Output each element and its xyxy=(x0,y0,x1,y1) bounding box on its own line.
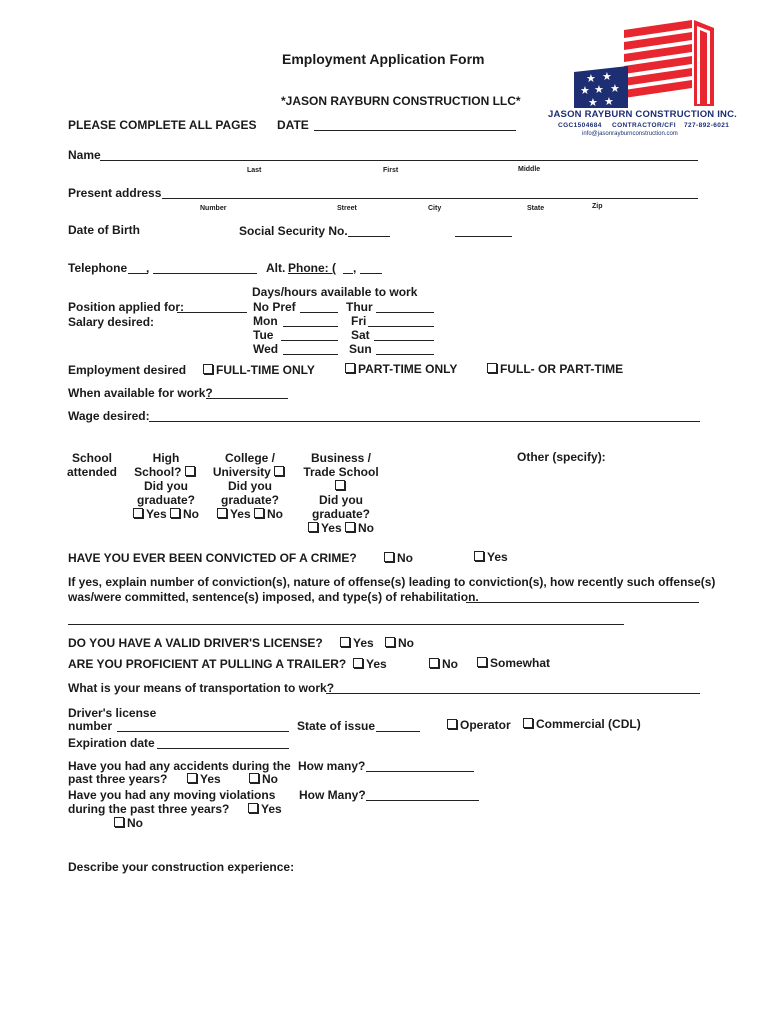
name-label: Name xyxy=(68,148,101,162)
crime-yes-option[interactable] xyxy=(474,550,508,564)
svg-text:★: ★ xyxy=(602,70,612,83)
trailer-no-label: No xyxy=(442,657,458,671)
checkbox-icon[interactable] xyxy=(385,637,395,647)
business-line-3: Did you xyxy=(319,493,363,507)
name-field[interactable] xyxy=(100,149,698,161)
checkbox-icon[interactable] xyxy=(133,508,143,518)
checkbox-icon[interactable] xyxy=(170,508,180,518)
business-block xyxy=(298,451,384,535)
high-school-line-2: School? xyxy=(134,465,182,479)
school-label-line-2: attended xyxy=(66,465,117,479)
position-label: Position applied for: xyxy=(68,300,184,314)
day-label-fri: Fri xyxy=(351,314,367,328)
checkbox-icon[interactable] xyxy=(487,363,497,373)
employment-label: Employment desired xyxy=(68,363,187,377)
accidents-question-2: past three years? xyxy=(68,772,168,786)
part-time-label: PART-TIME ONLY xyxy=(358,362,458,376)
day-label-no-pref: No Pref xyxy=(253,300,296,314)
violations-question-1: Have you had any moving violations xyxy=(68,788,276,802)
day-field-sun[interactable] xyxy=(376,343,434,355)
state-of-issue-label: State of issue xyxy=(297,719,376,733)
logo-email: info@jasonrayburnconstruction.com xyxy=(582,131,678,137)
name-sub-middle: Middle xyxy=(518,166,541,173)
day-label-wed: Wed xyxy=(253,342,279,356)
salary-label: Salary desired: xyxy=(68,315,155,329)
violations-no-label: No xyxy=(127,816,143,830)
expiration-label: Expiration date xyxy=(68,736,155,750)
date-label: DATE xyxy=(277,118,309,132)
school-label xyxy=(62,451,122,479)
expiration-field[interactable] xyxy=(157,737,289,749)
high-school-line-4: graduate? xyxy=(136,493,195,507)
violations-no-option[interactable] xyxy=(114,816,143,830)
license-question: DO YOU HAVE A VALID DRIVER'S LICENSE? xyxy=(68,636,323,650)
name-sub-last: Last xyxy=(247,167,262,174)
wage-label: Wage desired: xyxy=(68,409,150,423)
checkbox-icon[interactable] xyxy=(254,508,264,518)
experience-label: Describe your construction experience: xyxy=(68,860,295,874)
company-line: *JASON RAYBURN CONSTRUCTION LLC* xyxy=(281,94,521,108)
wage-field[interactable] xyxy=(149,410,700,422)
day-field-sat[interactable] xyxy=(374,329,434,341)
violations-yes-label: Yes xyxy=(261,802,282,816)
operator-option[interactable] xyxy=(447,718,511,732)
crime-question: HAVE YOU EVER BEEN CONVICTED OF A CRIME? xyxy=(68,551,357,565)
checkbox-icon[interactable] xyxy=(249,773,259,783)
crime-yes-label: Yes xyxy=(487,550,508,564)
school-label-line-1: School xyxy=(71,451,112,465)
full-time-option[interactable] xyxy=(203,363,315,377)
telephone-field[interactable] xyxy=(153,262,257,274)
crime-explain-line-1: If yes, explain number of conviction(s), nature of offense(s) leading to conviction(s), how recently such offense(s) xyxy=(68,575,716,589)
business-line-2: Trade School xyxy=(303,465,379,479)
checkbox-icon[interactable] xyxy=(187,773,197,783)
drivers-license-label-2: number xyxy=(68,719,113,733)
dob-label: Date of Birth xyxy=(68,223,140,237)
college-line-2: University xyxy=(212,465,271,479)
svg-text:★: ★ xyxy=(588,96,598,108)
checkbox-icon[interactable] xyxy=(345,363,355,373)
svg-text:★: ★ xyxy=(580,84,590,97)
license-no-label: No xyxy=(398,636,414,650)
address-sub-number: Number xyxy=(200,205,227,212)
trailer-no-option[interactable] xyxy=(429,657,458,671)
high-school-line-3: Did you xyxy=(144,479,188,493)
checkbox-icon[interactable] xyxy=(474,551,484,561)
checkbox-icon[interactable] xyxy=(477,657,487,667)
checkbox-icon[interactable] xyxy=(340,637,350,647)
business-yes: Yes xyxy=(320,521,342,535)
day-field-mon[interactable] xyxy=(283,315,338,327)
when-available-field[interactable] xyxy=(206,387,288,399)
high-school-line-1: High xyxy=(152,451,180,465)
address-sub-zip: Zip xyxy=(592,203,603,210)
accidents-yes-label: Yes xyxy=(200,772,221,786)
day-label-thur: Thur xyxy=(346,300,373,314)
accidents-how-many-label: How many? xyxy=(298,759,366,773)
license-yes-option[interactable] xyxy=(340,636,374,650)
transport-label: What is your means of transportation to work? xyxy=(68,681,335,695)
logo-license-1: CGC1504684 xyxy=(558,122,602,129)
checkbox-icon[interactable] xyxy=(384,552,394,562)
day-field-no-pref[interactable] xyxy=(300,301,338,313)
violations-yes-option[interactable] xyxy=(248,802,282,816)
accidents-yes-option[interactable] xyxy=(187,772,221,786)
college-no: No xyxy=(267,507,284,521)
violations-how-many-label: How Many? xyxy=(299,788,366,802)
trailer-somewhat-label: Somewhat xyxy=(490,656,551,670)
ssn-label: Social Security No. xyxy=(239,224,348,238)
checkbox-icon[interactable] xyxy=(335,480,345,490)
drivers-license-field[interactable] xyxy=(117,720,289,732)
svg-text:★: ★ xyxy=(610,82,620,95)
complete-all-notice: PLEASE COMPLETE ALL PAGES xyxy=(68,118,257,132)
address-field[interactable] xyxy=(162,187,698,199)
svg-text:★: ★ xyxy=(594,83,604,96)
commercial-option[interactable] xyxy=(523,717,641,731)
accidents-question-1: Have you had any accidents during the xyxy=(68,759,291,773)
address-sub-street: Street xyxy=(337,205,357,212)
drivers-license-label-1: Driver's license xyxy=(68,706,157,720)
college-line-3: Did you xyxy=(228,479,272,493)
ssn-field-2[interactable] xyxy=(455,225,512,237)
violations-question-2: during the past three years? xyxy=(68,802,230,816)
checkbox-icon[interactable] xyxy=(345,522,355,532)
checkbox-icon[interactable] xyxy=(185,466,195,476)
trailer-yes-label: Yes xyxy=(366,657,387,671)
college-block xyxy=(210,451,290,521)
form-title: Employment Application Form xyxy=(282,51,485,67)
svg-text:★: ★ xyxy=(604,95,614,108)
day-label-sun: Sun xyxy=(349,342,372,356)
business-line-4: graduate? xyxy=(311,507,370,521)
alt-phone-field-area[interactable] xyxy=(343,262,353,274)
trailer-question: ARE YOU PROFICIENT AT PULLING A TRAILER? xyxy=(68,657,347,671)
full-time-label: FULL-TIME ONLY xyxy=(216,363,315,377)
svg-text:★: ★ xyxy=(586,72,596,85)
full-or-part-label: FULL- OR PART-TIME xyxy=(500,362,624,376)
checkbox-icon[interactable] xyxy=(248,803,258,813)
crime-explain-field-2[interactable] xyxy=(68,613,624,625)
commercial-label: Commercial (CDL) xyxy=(536,717,641,731)
checkbox-icon[interactable] xyxy=(308,522,318,532)
day-field-tue[interactable] xyxy=(281,329,338,341)
alt-phone-label-2: Phone: ( xyxy=(288,261,336,275)
business-line-1: Business / xyxy=(310,451,372,465)
license-yes-label: Yes xyxy=(353,636,374,650)
alt-phone-field[interactable] xyxy=(360,262,382,274)
checkbox-icon[interactable] xyxy=(203,364,213,374)
trailer-somewhat-option[interactable] xyxy=(477,656,550,670)
accidents-how-many-field[interactable] xyxy=(366,760,474,772)
alt-phone-label: Alt. xyxy=(266,261,286,275)
day-field-fri[interactable] xyxy=(368,315,434,327)
accidents-no-option[interactable] xyxy=(249,772,278,786)
address-sub-city: City xyxy=(428,205,442,212)
transport-field[interactable] xyxy=(326,682,700,694)
name-sub-first: First xyxy=(383,167,399,174)
trailer-yes-option[interactable] xyxy=(353,657,387,671)
college-line-4: graduate? xyxy=(220,493,279,507)
checkbox-icon[interactable] xyxy=(217,508,227,518)
crime-explain-line-2: was/were committed, sentence(s) imposed, and type(s) of rehabilitation. xyxy=(68,590,479,604)
ssn-field-1[interactable] xyxy=(348,225,390,237)
business-no: No xyxy=(358,521,375,535)
college-line-1: College / xyxy=(224,451,275,465)
crime-no-option[interactable] xyxy=(384,551,413,565)
address-sub-state: State xyxy=(527,205,545,212)
full-or-part-option[interactable] xyxy=(487,362,623,376)
day-label-sat: Sat xyxy=(351,328,370,342)
building-flag-icon xyxy=(546,16,746,108)
address-label: Present address xyxy=(68,186,162,200)
logo-license-2: CONTRACTOR/CFI xyxy=(612,122,676,129)
checkbox-icon[interactable] xyxy=(523,718,533,728)
operator-label: Operator xyxy=(460,718,511,732)
telephone-separator: , xyxy=(146,261,150,275)
days-title: Days/hours available to work xyxy=(252,285,418,299)
day-field-wed[interactable] xyxy=(283,343,338,355)
company-logo xyxy=(546,16,746,140)
checkbox-icon[interactable] xyxy=(274,466,284,476)
day-field-thur[interactable] xyxy=(376,301,434,313)
day-label-tue: Tue xyxy=(253,328,274,342)
telephone-field-area[interactable] xyxy=(128,262,148,274)
logo-company-name: JASON RAYBURN CONSTRUCTION INC. xyxy=(548,109,738,120)
logo-phone: 727-892-6021 xyxy=(684,122,730,129)
checkbox-icon[interactable] xyxy=(114,817,124,827)
day-label-mon: Mon xyxy=(253,314,278,328)
high-school-no: No xyxy=(183,507,200,521)
when-available-label: When available for work? xyxy=(68,386,213,400)
high-school-block xyxy=(126,451,206,521)
part-time-option[interactable] xyxy=(345,362,457,376)
accidents-no-label: No xyxy=(262,772,278,786)
alt-phone-separator: , xyxy=(353,261,357,275)
telephone-label: Telephone xyxy=(68,261,128,275)
position-field[interactable] xyxy=(177,301,247,313)
license-no-option[interactable] xyxy=(385,636,414,650)
high-school-yes: Yes xyxy=(145,507,167,521)
other-school-label: Other (specify): xyxy=(517,450,606,464)
college-yes: Yes xyxy=(229,507,251,521)
violations-how-many-field[interactable] xyxy=(366,789,479,801)
date-field[interactable] xyxy=(314,119,516,131)
checkbox-icon[interactable] xyxy=(447,719,457,729)
state-of-issue-field[interactable] xyxy=(376,720,420,732)
crime-no-label: No xyxy=(397,551,413,565)
checkbox-icon[interactable] xyxy=(429,658,439,668)
crime-explain-field-1[interactable] xyxy=(466,591,699,603)
checkbox-icon[interactable] xyxy=(353,658,363,668)
